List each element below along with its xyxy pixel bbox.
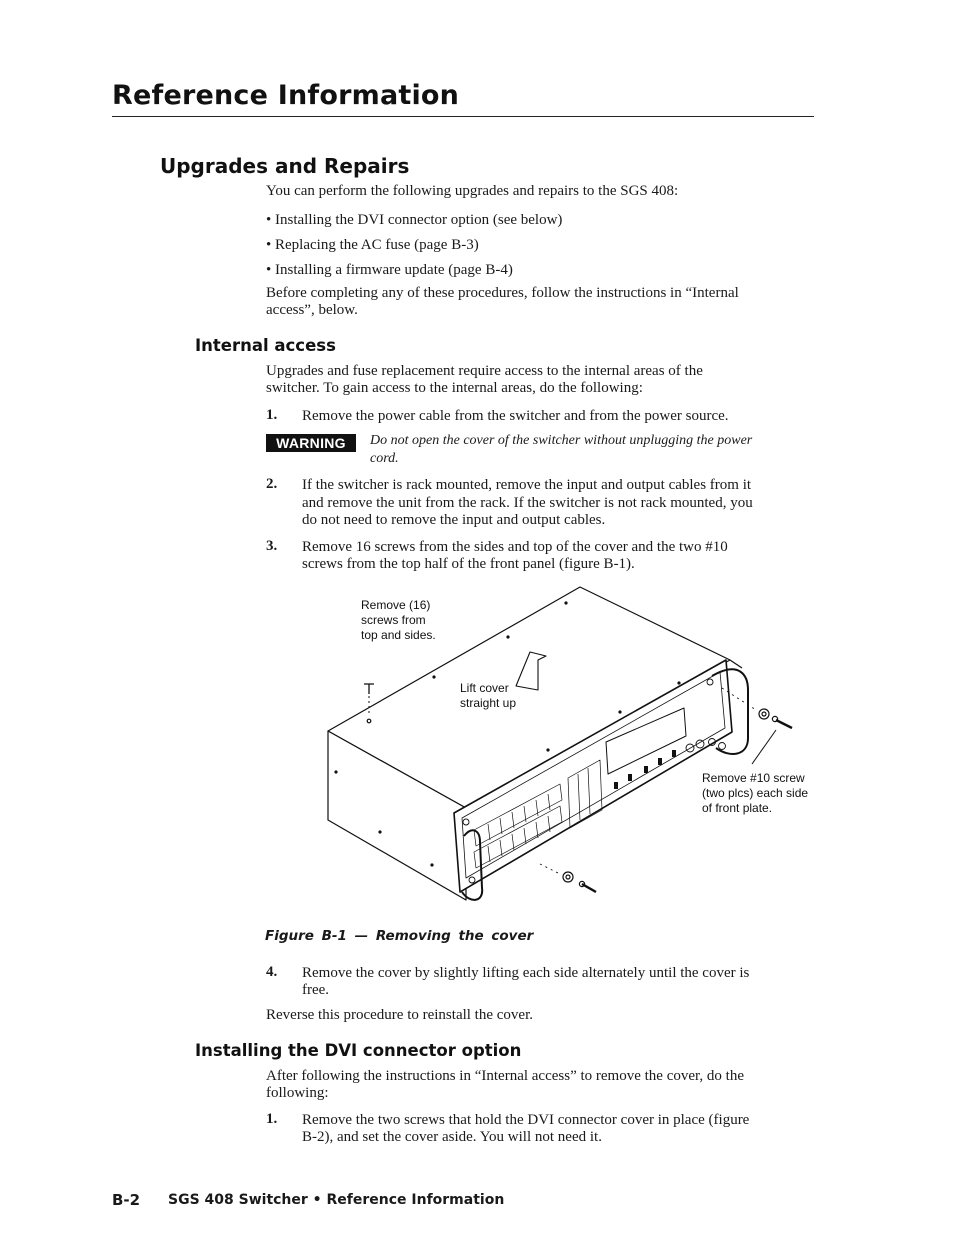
callout-line: Remove (16)	[361, 598, 431, 612]
step-text: Remove 16 screws from the sides and top of the cover and the two #10	[302, 539, 728, 555]
step-number: 1.	[266, 407, 278, 423]
callout-line: top and sides.	[361, 628, 436, 642]
callout-top-screws	[361, 598, 436, 643]
callout-lift-cover	[460, 681, 516, 711]
before-note-line: access”, below.	[266, 302, 358, 318]
dvi-intro: After following the instructions in “Internal access” to remove the cover, do the	[266, 1068, 744, 1084]
section-title: Upgrades and Repairs	[160, 154, 410, 178]
internal-access-intro: switcher. To gain access to the internal areas, do the following:	[266, 380, 643, 396]
step-number: 4.	[266, 964, 278, 980]
figure-caption: Figure B-1 — Removing the cover	[265, 928, 534, 944]
warning-text: Do not open the cover of the switcher without unplugging the power	[370, 433, 753, 448]
callout-line: of front plate.	[702, 801, 773, 815]
step-text: Remove the cover by slightly lifting each side alternately until the cover is	[302, 965, 750, 981]
footer-title: SGS 408 Switcher • Reference Information	[168, 1192, 505, 1208]
bullet-item: • Installing the DVI connector option (see below)	[266, 212, 563, 228]
warning-badge: WARNING	[266, 434, 356, 452]
step-text: Remove the two screws that hold the DVI connector cover in place (figure	[302, 1112, 750, 1128]
step-text: Remove the power cable from the switcher and from the power source.	[302, 408, 729, 424]
intro-text: You can perform the following upgrades and repairs to the SGS 408:	[266, 183, 679, 199]
reverse-note: Reverse this procedure to reinstall the cover.	[266, 1007, 533, 1023]
step-number: 2.	[266, 476, 278, 492]
before-note-line: Before completing any of these procedures, follow the instructions in “Internal	[266, 285, 739, 301]
step-number: 3.	[266, 538, 278, 554]
step-text: B-2), and set the cover aside. You will not need it.	[302, 1129, 602, 1145]
step-text: do not need to remove the input and output cables.	[302, 512, 606, 528]
callout-line: Remove #10 screw	[702, 771, 805, 785]
bullet-item: • Installing a firmware update (page B-4)	[266, 262, 513, 278]
callout-line: screws from	[361, 613, 426, 627]
step-text: free.	[302, 982, 330, 998]
step-text: screws from the top half of the front panel (figure B-1).	[302, 556, 635, 572]
warning-text: cord.	[370, 451, 399, 466]
step-text: and remove the unit from the rack. If the switcher is not rack mounted, you	[302, 495, 753, 511]
dvi-intro: following:	[266, 1085, 329, 1101]
internal-access-heading: Internal access	[195, 336, 336, 355]
callout-front-screws	[702, 771, 808, 816]
bullet-item: • Replacing the AC fuse (page B-3)	[266, 237, 479, 253]
callout-line: Lift cover	[460, 681, 509, 695]
footer-page-number: B-2	[112, 1191, 141, 1209]
dvi-heading: Installing the DVI connector option	[195, 1041, 522, 1060]
step-text: If the switcher is rack mounted, remove the input and output cables from it	[302, 477, 752, 493]
internal-access-intro: Upgrades and fuse replacement require access to the internal areas of the	[266, 363, 703, 379]
chapter-title: Reference Information	[112, 80, 460, 111]
step-number: 1.	[266, 1111, 278, 1127]
callout-line: (two plcs) each side	[702, 786, 809, 800]
callout-line: straight up	[460, 696, 517, 710]
